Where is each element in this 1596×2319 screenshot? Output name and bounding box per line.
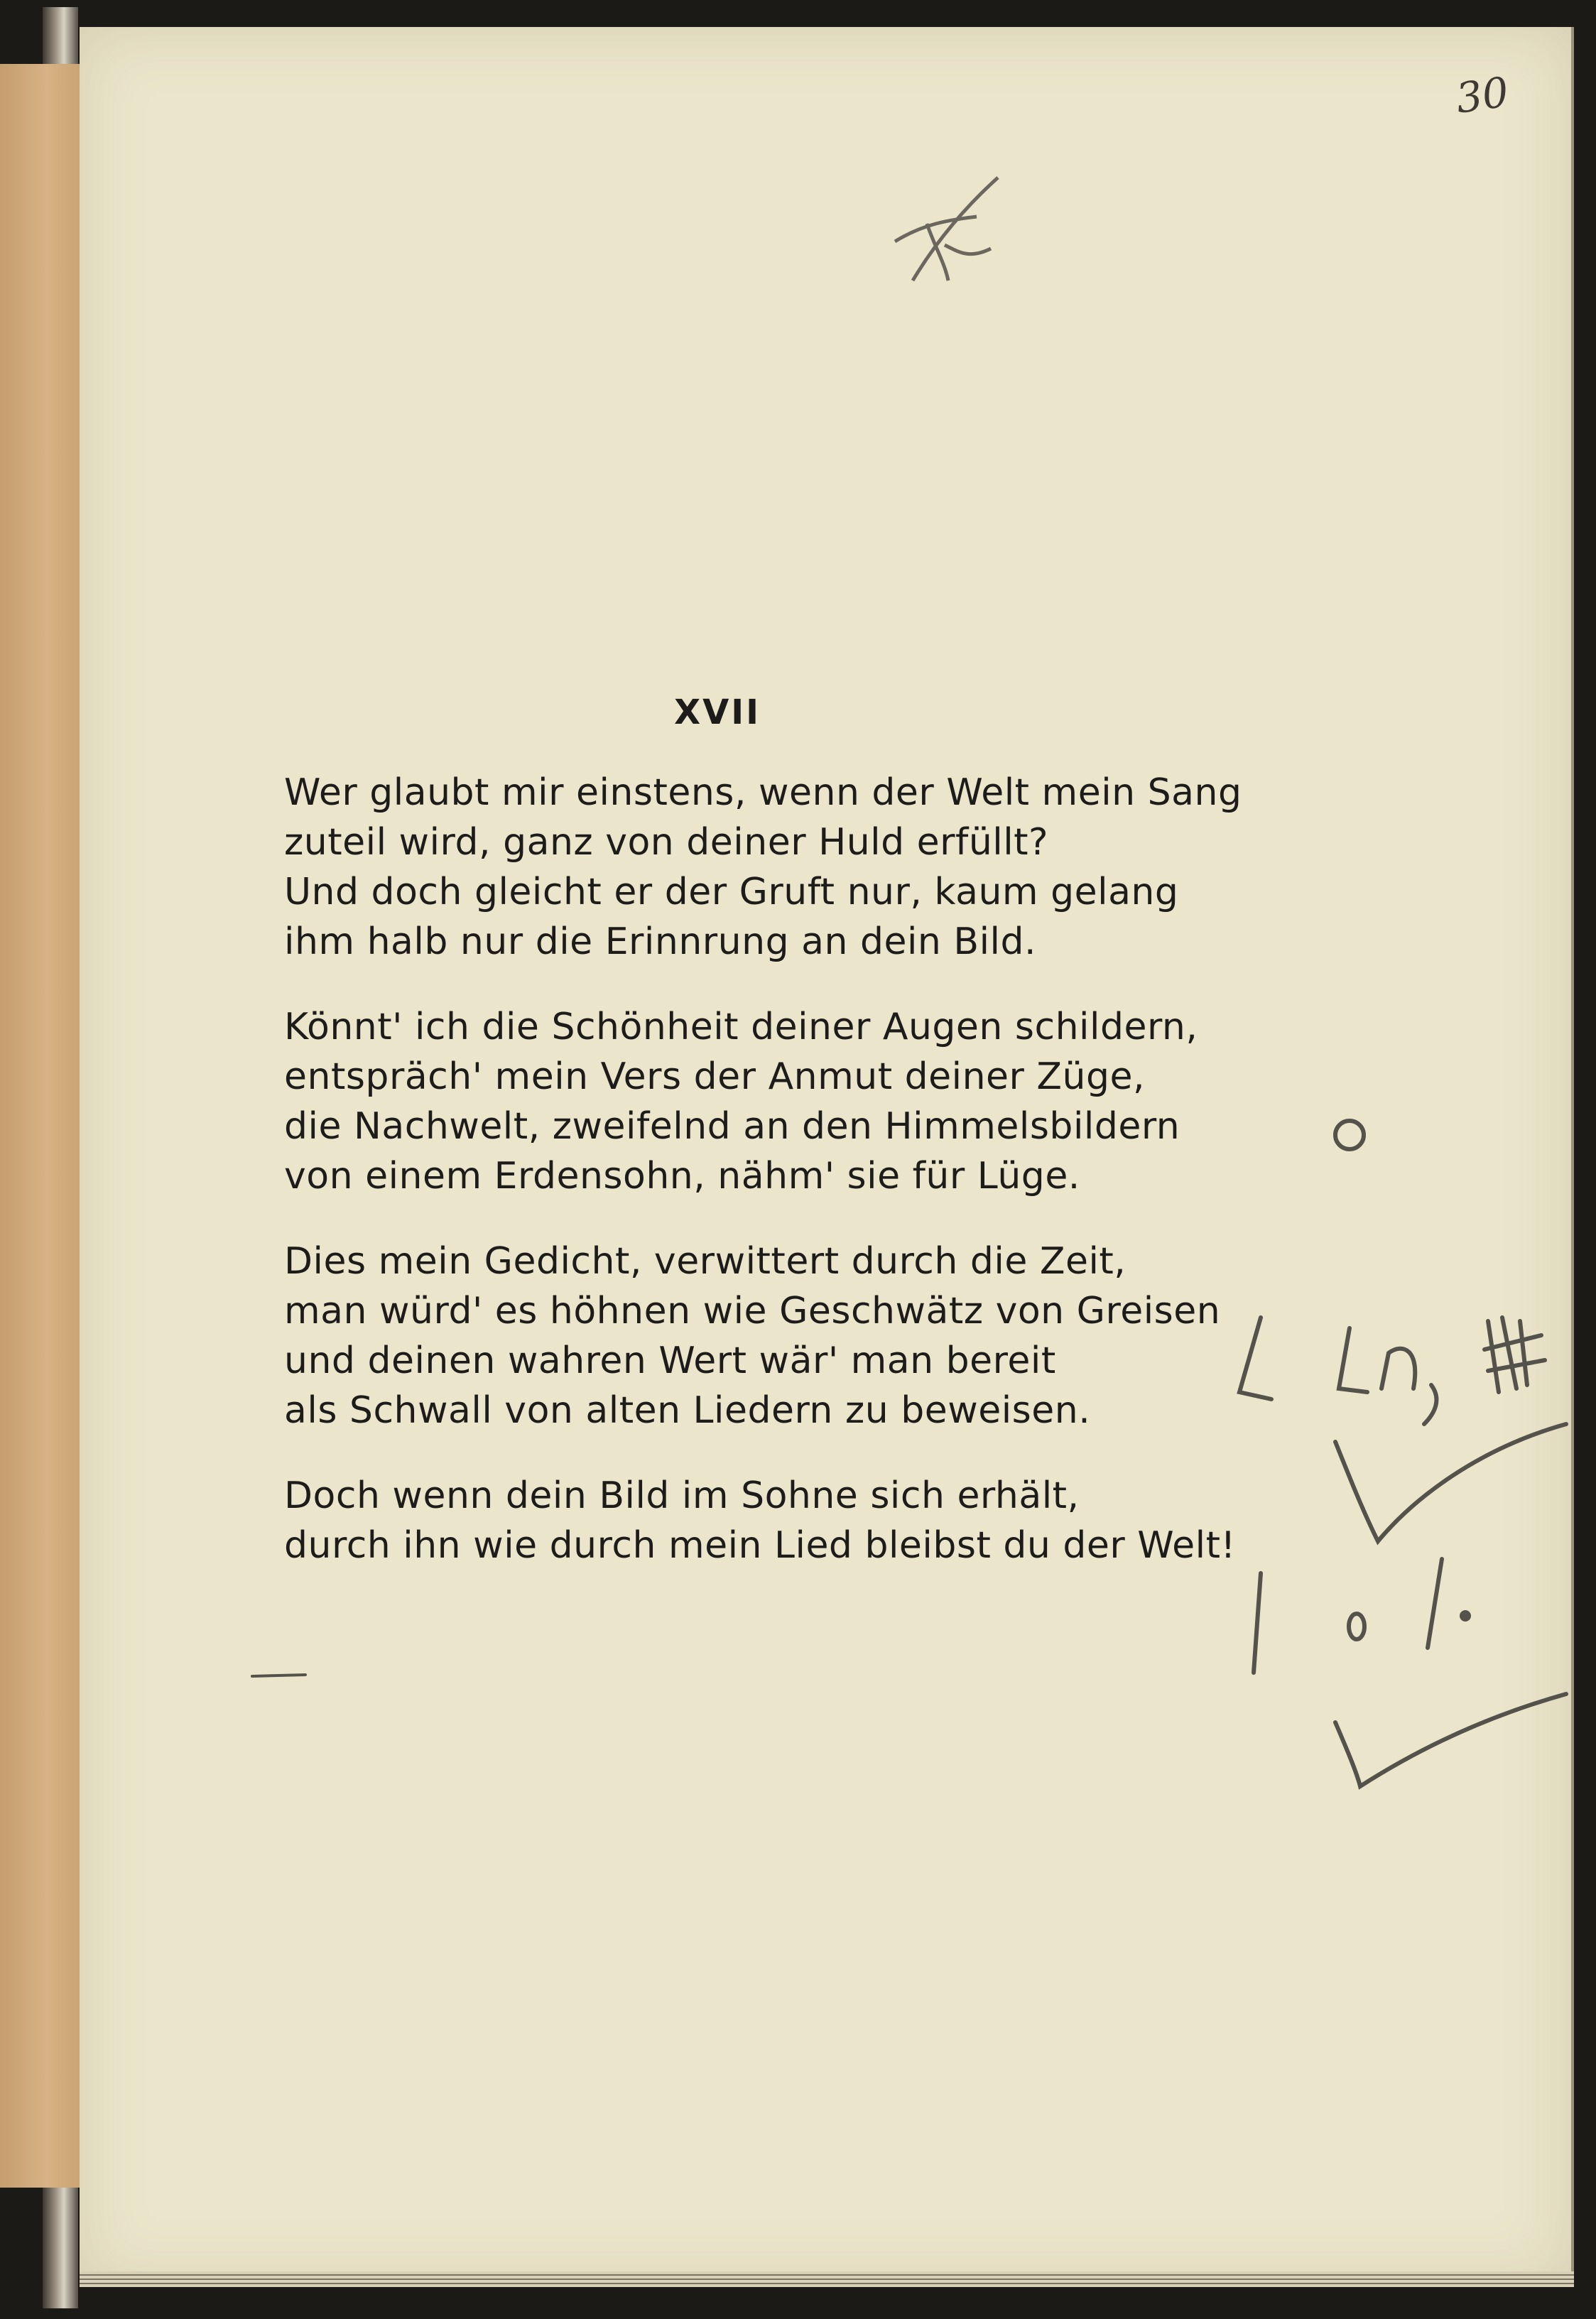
stanza-1 [284, 768, 1279, 967]
poem-line: Doch wenn dein Bild im Sohne sich erhält, [284, 1475, 1080, 1517]
poem-line: Wer glaubt mir einstens, wenn der Welt mein Sang [284, 771, 1242, 814]
stanza-4 [284, 1471, 1279, 1570]
poem-line: Könnt' ich die Schönheit deiner Augen schildern, [284, 1006, 1198, 1048]
poem-line: von einem Erdensohn, nähm' sie für Lüge. [284, 1155, 1080, 1197]
poem-line: man würd' es höhnen wie Geschwätz von Greisen [284, 1290, 1221, 1332]
folio-number: 30 [1453, 67, 1512, 123]
poem-line: zuteil wird, ganz von deiner Huld erfüllt? [284, 821, 1049, 864]
poem-line: entspräch' mein Vers der Anmut deiner Züge, [284, 1055, 1146, 1098]
poem [284, 693, 1279, 1606]
poem-line: ihm halb nur die Erinnrung an dein Bild. [284, 920, 1037, 963]
poem-line: Dies mein Gedicht, verwittert durch die Zeit, [284, 1240, 1127, 1283]
poem-line: Und doch gleicht er der Gruft nur, kaum gelang [284, 871, 1179, 913]
poem-line: die Nachwelt, zweifelnd an den Himmelsbildern [284, 1105, 1180, 1148]
stanza-2 [284, 1002, 1279, 1201]
pencil-scribble-icon [884, 174, 1012, 302]
poem-heading: XVII [674, 693, 761, 732]
book-binding [0, 64, 88, 2188]
poem-line: als Schwall von alten Liedern zu beweisen. [284, 1389, 1091, 1432]
poem-line: durch ihn wie durch mein Lied bleibst du der Welt! [284, 1524, 1236, 1567]
page-stack-edge [80, 2271, 1574, 2287]
poem-line: und deinen wahren Wert wär' man bereit [284, 1340, 1056, 1382]
stanza-3 [284, 1237, 1279, 1435]
